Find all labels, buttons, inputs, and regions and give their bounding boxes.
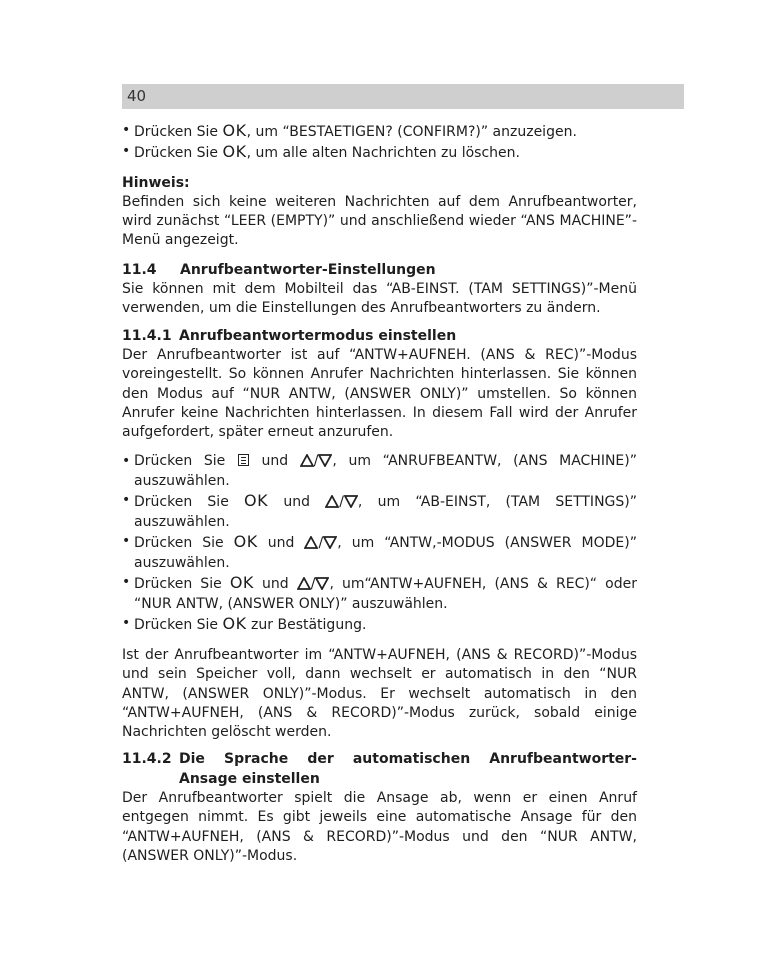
section-number: 11.4.2 (122, 751, 172, 768)
up-arrow-icon (325, 495, 339, 508)
up-arrow-icon (297, 577, 311, 590)
page-content (122, 121, 637, 866)
steps-list (122, 452, 637, 636)
down-arrow-icon (323, 536, 337, 549)
list-item: • Drücken Sie OK, um “BESTAETIGEN? (CONFIRM?)” anzuzeigen. (122, 121, 637, 142)
ok-key-icon: OK (229, 573, 254, 593)
section-text: Der Anrufbeantworter spielt die Ansage ab, wenn er einen Anruf entgegen nimmt. Es gibt jeweils eine automatische Ansage für den “ANTW+AUFNEH, (ANS & RECORD)”-Modus und den “NUR ANTW, (ANSWER ONLY)”-Modus. (122, 790, 637, 864)
arrow-separator: / (318, 535, 324, 552)
section-text: Der Anrufbeantworter ist auf “ANTW+AUFNEH. (ANS & REC)”-Modus voreingestellt. So können Anrufer Nachrichten hinterlassen. Sie können den Modus auf “NUR ANTW, (ANSWER ONLY)” umstellen. So können Anrufer keine Nachrichten hinterlassen. In diesem Fall wird der Anrufer aufgefordert, später erneut anzurufen. (122, 346, 637, 441)
note-title: Hinweis: (122, 174, 190, 191)
bullet-list-top (122, 121, 637, 164)
list-item: • Drücken Sie und / , um “ANRUFBEANTW, (ANS MACHINE)” auszuwählen. (122, 452, 637, 491)
arrow-separator: / (339, 494, 344, 511)
menu-icon (238, 454, 249, 466)
section-heading-11-4-2 (122, 750, 637, 789)
list-item: • Drücken Sie OK und / , um “AB-EINST, (TAM SETTINGS)” auszuwählen. (122, 491, 637, 532)
section-heading-11-4-1 (122, 327, 637, 346)
section-text: Sie können mit dem Mobilteil das “AB-EINST. (TAM SETTINGS)”-Menü verwenden, um die Einstellungen des Anrufbeantworters zu ändern. (122, 281, 637, 317)
ok-key-icon: OK (222, 121, 247, 140)
ok-key-icon: OK (222, 142, 247, 162)
section-title: Anrufbeantworter-Einstellungen (180, 261, 436, 278)
arrow-separator: / (310, 576, 316, 593)
arrow-separator: / (313, 453, 319, 470)
down-arrow-icon (315, 577, 329, 590)
down-arrow-icon (344, 495, 358, 508)
ok-key-icon: OK (233, 532, 258, 552)
section-number: 11.4 (122, 261, 157, 278)
page-number: 40 (127, 87, 147, 105)
ok-key-icon: OK (244, 491, 269, 511)
note-text: Befinden sich keine weiteren Nachrichten auf dem Anrufbeantworter, wird zunächst “LEER (EMPTY)” und anschließend wieder “ANS MACHINE”-Menü angezeigt. (122, 193, 637, 249)
page-header-bar (122, 84, 684, 109)
up-arrow-icon (304, 536, 318, 549)
section-title: Anrufbeantwortermodus einstellen (179, 327, 457, 344)
list-item: • Drücken Sie OK zur Bestätigung. (122, 614, 637, 636)
list-item: • Drücken Sie OK, um alle alten Nachrichten zu löschen. (122, 142, 637, 163)
section-heading-11-4 (122, 261, 637, 280)
list-item: • Drücken Sie OK und / , um “ANTW,-MODUS (ANSWER MODE)” auszuwählen. (122, 532, 637, 573)
ok-key-icon: OK (222, 614, 247, 634)
up-arrow-icon (300, 454, 314, 467)
section-title: Die Sprache der automatischen Anrufbeantworter-Ansage einstellen (179, 751, 637, 787)
section-number: 11.4.1 (122, 327, 172, 344)
down-arrow-icon (318, 454, 332, 467)
section-text: Ist der Anrufbeantworter im “ANTW+AUFNEH, (ANS & RECORD)”-Modus und sein Speicher voll, dann wechselt er automatisch in den “NUR ANTW, (ANSWER ONLY)”-Modus. Er wechselt automatisch in den “ANTW+AUFNEH, (ANS & RECORD)”-Modus zurück, sobald einige Nachrichten gelöscht werden. (122, 646, 637, 741)
list-item: • Drücken Sie OK und / , um“ANTW+AUFNEH, (ANS & REC)“ oder “NUR ANTW, (ANSWER ONLY)” auszuwählen. (122, 573, 637, 614)
